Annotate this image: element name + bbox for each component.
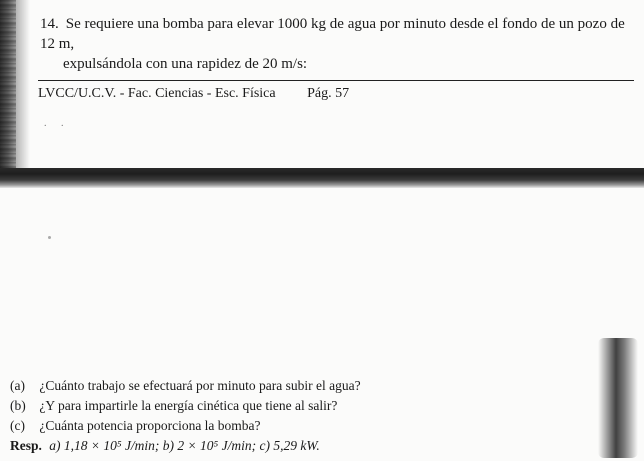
scan-specks: . . <box>44 118 70 129</box>
question-text: ¿Cuánta potencia proporciona la bomba? <box>39 418 261 433</box>
scan-speck <box>48 236 51 239</box>
answer-line <box>10 436 600 456</box>
footer-rule <box>38 80 634 81</box>
answer-text: a) 1,18 × 10⁵ J/min; b) 2 × 10⁵ J/min; c) 5,29 kW. <box>49 438 320 453</box>
question-item <box>10 416 600 436</box>
page-split-shadow <box>0 168 644 188</box>
answer-label: Resp. <box>10 438 42 453</box>
problem-statement <box>40 14 640 74</box>
question-label: (b) <box>10 398 26 413</box>
footer-page-number: Pág. 57 <box>307 86 350 101</box>
problem-number: 14. <box>40 16 59 32</box>
problem-text-1: Se requiere una bomba para elevar 1000 kg de agua por minuto desde el fondo de un pozo de 12 m, <box>40 16 625 52</box>
scan-smudge <box>598 338 638 458</box>
question-label: (a) <box>10 378 25 393</box>
question-text: ¿Y para impartirle la energía cinética que tiene al salir? <box>39 398 338 413</box>
question-text: ¿Cuánto trabajo se efectuará por minuto para subir el agua? <box>39 378 361 393</box>
question-item <box>10 376 600 396</box>
questions-block <box>10 376 600 456</box>
page-footer <box>38 86 349 102</box>
footer-source: LVCC/U.C.V. - Fac. Ciencias - Esc. Física <box>38 86 276 101</box>
problem-text-2: expulsándola con una rapidez de 20 m/s: <box>63 56 308 72</box>
question-label: (c) <box>10 418 25 433</box>
question-item <box>10 396 600 416</box>
scan-edge-texture <box>0 0 16 175</box>
problem-line-1 <box>40 14 640 54</box>
